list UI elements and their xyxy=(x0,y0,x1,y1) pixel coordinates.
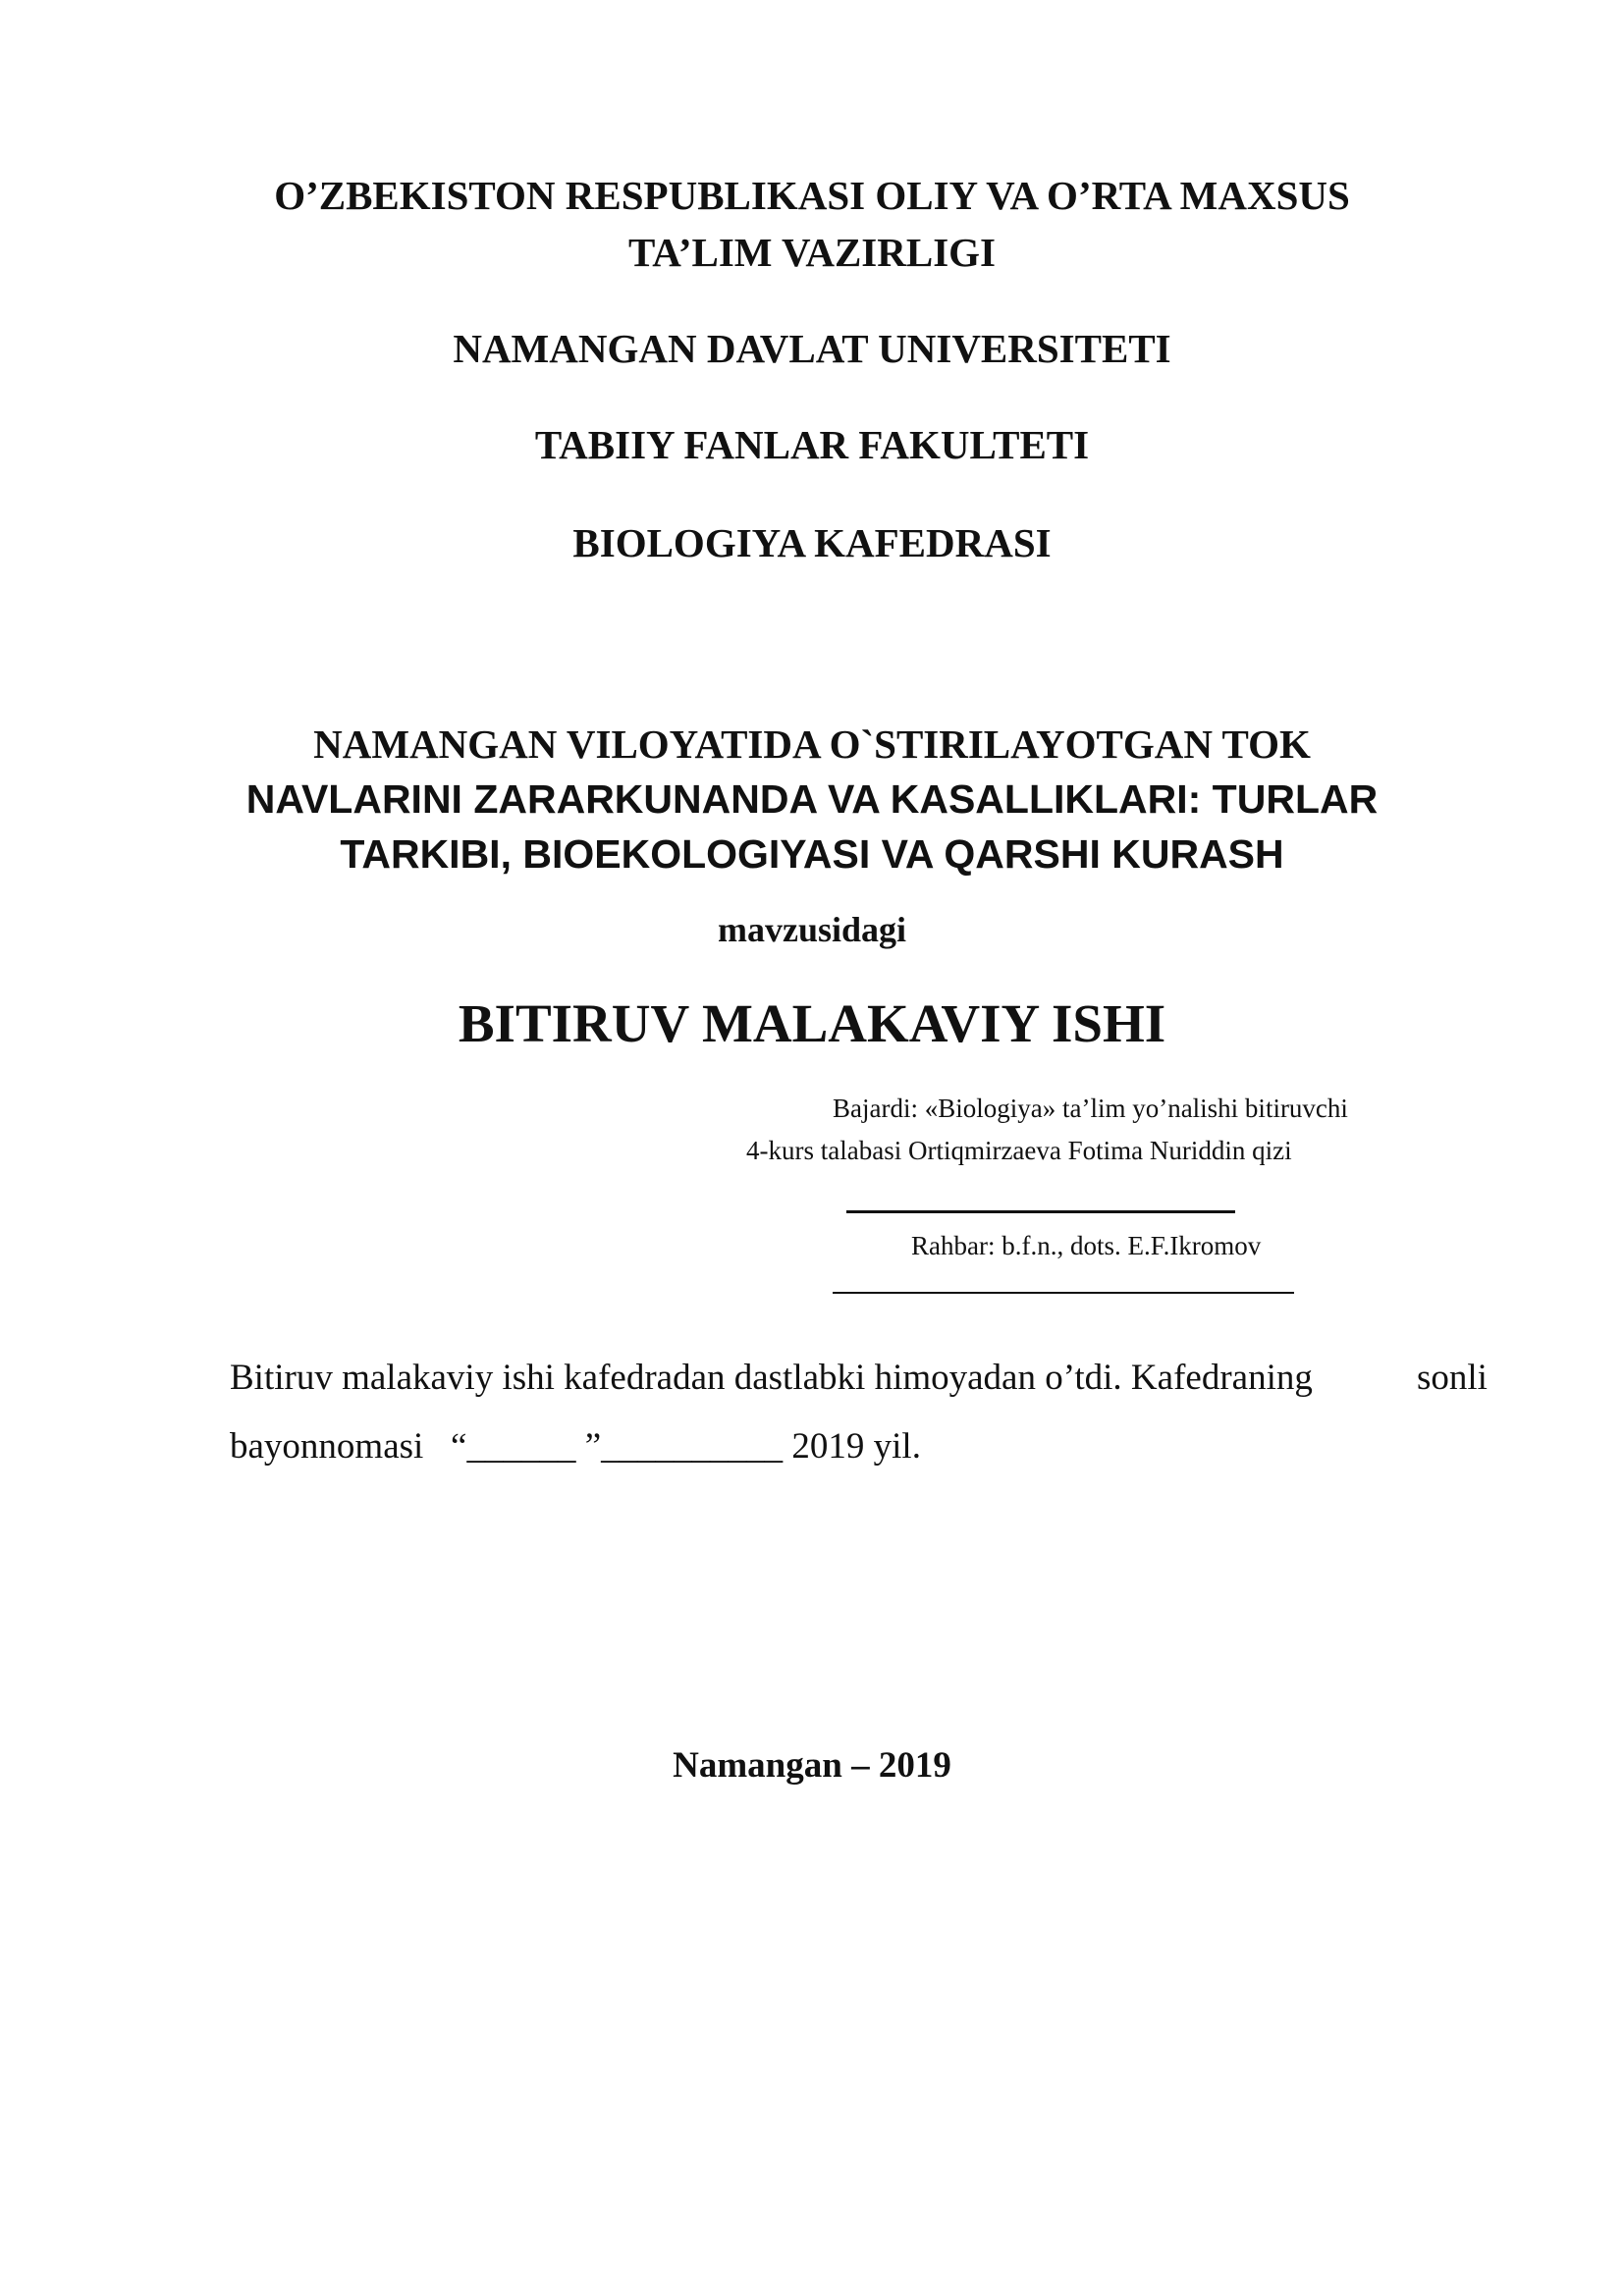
department-name: BIOLOGIYA KAFEDRASI xyxy=(572,520,1052,565)
author-line-2: 4-kurs talabasi Ortiqmirzaeva Fotima Nuriddin qizi xyxy=(746,1136,1292,1165)
topic-line-1: NAMANGAN VILOYATIDA O`STIRILAYOTGAN TOK xyxy=(313,721,1311,767)
supervisor-signature-line xyxy=(833,1292,1294,1294)
thesis-topic xyxy=(0,717,1624,881)
topic-subtitle: mavzusidagi xyxy=(717,910,907,949)
ministry-line-2: TA’LIM VAZIRLIGI xyxy=(627,230,997,275)
defense-note-line-1-end: sonli xyxy=(1417,1358,1488,1398)
ministry-heading xyxy=(0,167,1624,281)
author-line-1: Bajardi: «Biologiya» ta’lim yo’nalishi bitiruvchi xyxy=(833,1094,1348,1123)
topic-line-3: TARKIBI, BIOEKOLOGIYASI VA QARSHI KURASH xyxy=(340,831,1284,877)
ministry-line-1: O’ZBEKISTON RESPUBLIKASI OLIY VA O’RTA MAXSUS xyxy=(274,173,1350,218)
author-signature-line xyxy=(846,1210,1235,1213)
university-name: NAMANGAN DAVLAT UNIVERSITETI xyxy=(453,326,1171,371)
faculty-name: TABIIY FANLAR FAKULTETI xyxy=(534,422,1090,467)
supervisor-line: Rahbar: b.f.n., dots. E.F.Ikromov xyxy=(911,1231,1262,1260)
topic-line-2: NAVLARINI ZARARKUNANDA VA KASALLIKLARI: TURLAR xyxy=(245,776,1379,822)
document-title: BITIRUV MALAKAVIY ISHI xyxy=(458,993,1166,1053)
place-year-footer: Namangan – 2019 xyxy=(673,1745,951,1786)
defense-note-line-2: bayonnomasi “______ ”__________ 2019 yil. xyxy=(230,1426,921,1467)
defense-note-line-1: Bitiruv malakaviy ishi kafedradan dastlabki himoyadan o’tdi. Kafedraning xyxy=(230,1358,1313,1398)
